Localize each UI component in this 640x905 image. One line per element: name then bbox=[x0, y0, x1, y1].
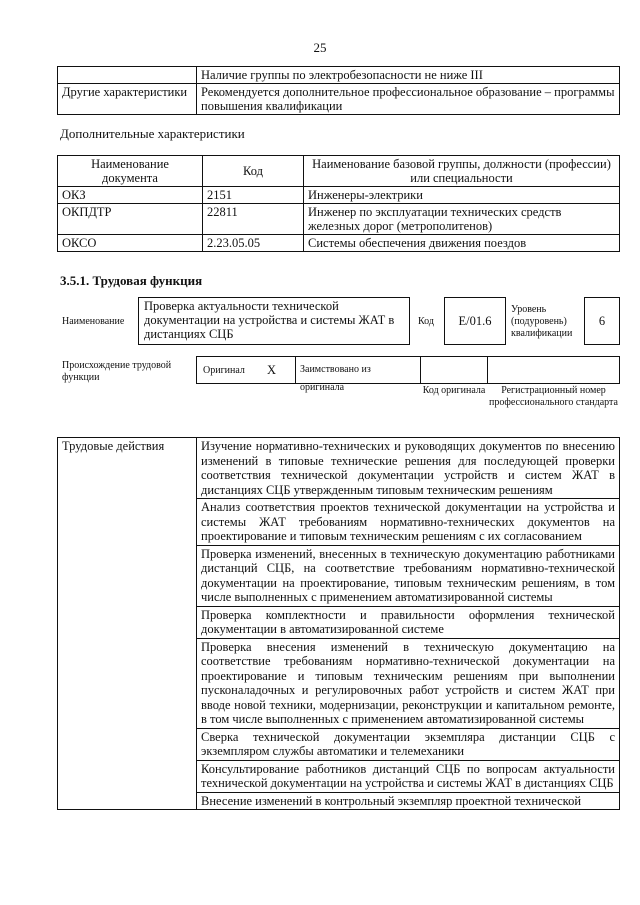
table-header-row bbox=[58, 156, 620, 187]
page-number: 25 bbox=[313, 40, 327, 55]
cell-code: 22811 bbox=[203, 204, 304, 235]
table-row bbox=[58, 235, 620, 252]
cell-name: Инженер по эксплуатации технических средств железных дорог (метрополитенов) bbox=[304, 204, 620, 235]
code-original-label: Код оригинала bbox=[422, 385, 486, 396]
cell-doc: ОКСО bbox=[58, 235, 203, 252]
cell-code: 2151 bbox=[203, 187, 304, 204]
name-label: Наименование bbox=[62, 316, 125, 327]
header-document: Наименование документа bbox=[58, 156, 203, 187]
header-group: Наименование базовой группы, должности (профессии) или специальности bbox=[304, 156, 620, 187]
level-value: 6 bbox=[584, 297, 620, 345]
action-item: Консультирование работников дистанций СЦБ по вопросам актуальности технической документации на устройства и системы ЖАТ в дистанциях СЦБ bbox=[197, 760, 620, 792]
action-item: Сверка технической документации экземпляра дистанции СЦБ с экземпляром службы автоматики и телемеханики bbox=[197, 728, 620, 760]
borrowed-label: Заимствовано из оригинала bbox=[300, 364, 371, 393]
function-code: E/01.6 bbox=[444, 297, 506, 345]
action-item: Внесение изменений в контрольный экземпляр проектной технической bbox=[197, 792, 620, 810]
action-item: Проверка внесения изменений в техническую документацию на соответствие требованиям нормативно-технической документации на проектирование и типовым техническим решениям при выполнении пусконаладочных и регулировочных работ устройств и систем ЖАТ при вводе новой техники, модернизации, реконструкции и капитальном ремонте, в том числе выполненных с применением автоматизированной системы bbox=[197, 638, 620, 728]
table-row bbox=[58, 438, 620, 499]
cell-name: Системы обеспечения движения поездов bbox=[304, 235, 620, 252]
action-item: Проверка изменений, внесенных в техническую документацию работниками дистанций СЦБ, на соответствие требованиям нормативно-технической документации на проектирование, типовым техническим решениям, в том числе выполненных с применением автоматизированной системы bbox=[197, 545, 620, 606]
row-label bbox=[58, 67, 197, 84]
original-box bbox=[196, 356, 296, 384]
reg-number-box bbox=[487, 356, 620, 384]
code-label: Код bbox=[418, 316, 434, 327]
action-item: Анализ соответствия проектов технической документации на устройства и системы ЖАТ требованиям нормативно-технических документов на проектирование и типовым техническим решениям с их согласованием bbox=[197, 499, 620, 546]
row-label: Другие характеристики bbox=[58, 84, 197, 115]
origin-label: Происхождение трудовой функции bbox=[62, 360, 172, 383]
action-item: Проверка комплектности и правильности оформления технической документации в автоматизированной системе bbox=[197, 606, 620, 638]
original-mark: X bbox=[267, 363, 277, 377]
cell-doc: ОКПДТР bbox=[58, 204, 203, 235]
row-value: Рекомендуется дополнительное профессиональное образование – программы повышения квалификации bbox=[197, 84, 620, 115]
level-label: Уровень (подуровень) квалификации bbox=[511, 304, 573, 339]
cell-name: Инженеры-электрики bbox=[304, 187, 620, 204]
header-code: Код bbox=[203, 156, 304, 187]
code-original-box bbox=[420, 356, 488, 384]
table-row bbox=[58, 204, 620, 235]
original-label: Оригинал bbox=[203, 365, 245, 376]
table-row bbox=[58, 67, 620, 84]
function-heading: 3.5.1. Трудовая функция bbox=[60, 273, 203, 288]
table-row bbox=[58, 187, 620, 204]
labor-actions-table bbox=[57, 437, 620, 810]
row-value: Наличие группы по электробезопасности не ниже III bbox=[197, 67, 620, 84]
qualification-table bbox=[57, 66, 620, 115]
borrowed-box bbox=[295, 356, 421, 393]
action-item: Изучение нормативно-технических и руководящих документов по внесению изменений в типовые технические решения для последующей проверки соответствия технической документации устройств и систем ЖАТ в дистанциях СЦБ утвержденным типовым техническим решениям bbox=[197, 438, 620, 499]
cell-doc: ОКЗ bbox=[58, 187, 203, 204]
additional-title: Дополнительные характеристики bbox=[60, 126, 245, 141]
reg-number-label: Регистрационный номер профессионального стандарта bbox=[489, 385, 618, 408]
table-row bbox=[58, 84, 620, 115]
additional-table bbox=[57, 155, 620, 252]
function-name: Проверка актуальности технической документации на устройства и системы ЖАТ в дистанциях СЦБ bbox=[138, 297, 410, 345]
actions-label: Трудовые действия bbox=[58, 438, 197, 810]
cell-code: 2.23.05.05 bbox=[203, 235, 304, 252]
